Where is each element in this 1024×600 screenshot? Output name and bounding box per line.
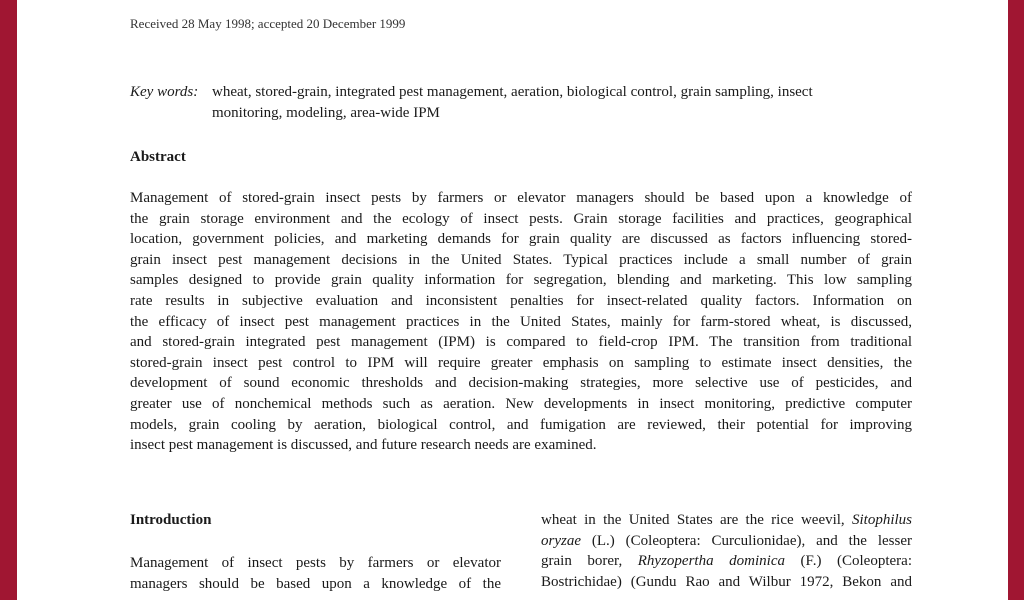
body-line: Bostrichidae) (Gundu Rao and Wilbur 1972, Bekon and <box>541 573 912 590</box>
keywords-line: monitoring, modeling, area-wide IPM <box>212 104 440 121</box>
body-line: managers should be based upon a knowledge of the <box>130 575 501 592</box>
keywords-label: Key words: <box>130 84 199 100</box>
species-name: Rhyzopertha dominica <box>637 553 785 570</box>
abstract-line: the efficacy of insect pest management practices in the United States, mainly for farm-stored wheat, is discussed, <box>130 313 912 330</box>
abstract-line: greater use of nonchemical methods such as aeration. New developments in insect monitoring, predictive computer <box>130 395 912 412</box>
abstract-line: Management of stored-grain insect pests by farmers or elevator managers should be based upon a knowledge of <box>130 190 912 206</box>
abstract-heading: Abstract <box>130 149 186 165</box>
abstract-line: and stored-grain integrated pest management (IPM) is compared to field-crop IPM. The transition from traditional <box>130 334 912 351</box>
abstract-line: location, government policies, and marketing demands for grain quality are discussed as factors influencing stored- <box>130 231 912 248</box>
body-line: oryzae (L.) (Coleoptera: Curculionidae), and the lesser <box>541 532 912 549</box>
keywords-line: wheat, stored-grain, integrated pest management, aeration, biological control, grain sampling, insect <box>212 84 813 100</box>
body-line: grain borer, Rhyzopertha dominica (F.) (Coleoptera: <box>541 553 912 570</box>
abstract-line: grain insect pest management decisions in the United States. Typical practices include a small number of grain <box>130 251 912 268</box>
abstract-line: samples designed to provide grain quality information for segregation, blending and marketing. This low sampling <box>130 272 912 289</box>
body-line: Management of insect pests by farmers or elevator <box>130 555 501 571</box>
received-date-line: Received 28 May 1998; accepted 20 December 1999 <box>130 16 406 31</box>
left-page-border <box>0 0 17 600</box>
body-line: wheat in the United States are the rice weevil, Sitophilus <box>541 512 912 528</box>
species-name: oryzae <box>541 532 581 549</box>
abstract-line: insect pest management is discussed, and future research needs are examined. <box>130 437 597 454</box>
introduction-column-right <box>541 510 912 592</box>
introduction-heading: Introduction <box>130 512 212 528</box>
introduction-column-left <box>130 553 501 594</box>
abstract-line: models, grain cooling by aeration, biological control, and fumigation are reviewed, their potential for improving <box>130 416 912 433</box>
species-name: Sitophilus <box>851 512 912 528</box>
abstract-line: stored-grain insect pest control to IPM will require greater emphasis on sampling to estimate insect densities, the <box>130 354 912 371</box>
abstract-line: rate results in subjective evaluation and inconsistent penalties for insect-related quality factors. Information on <box>130 292 912 309</box>
abstract-body <box>130 188 912 456</box>
right-page-border <box>1008 0 1024 600</box>
abstract-line: development of sound economic thresholds and decision-making strategies, more selective use of pesticides, and <box>130 375 912 392</box>
abstract-line: the grain storage environment and the ecology of insect pests. Grain storage facilities and practices, geographical <box>130 210 912 227</box>
